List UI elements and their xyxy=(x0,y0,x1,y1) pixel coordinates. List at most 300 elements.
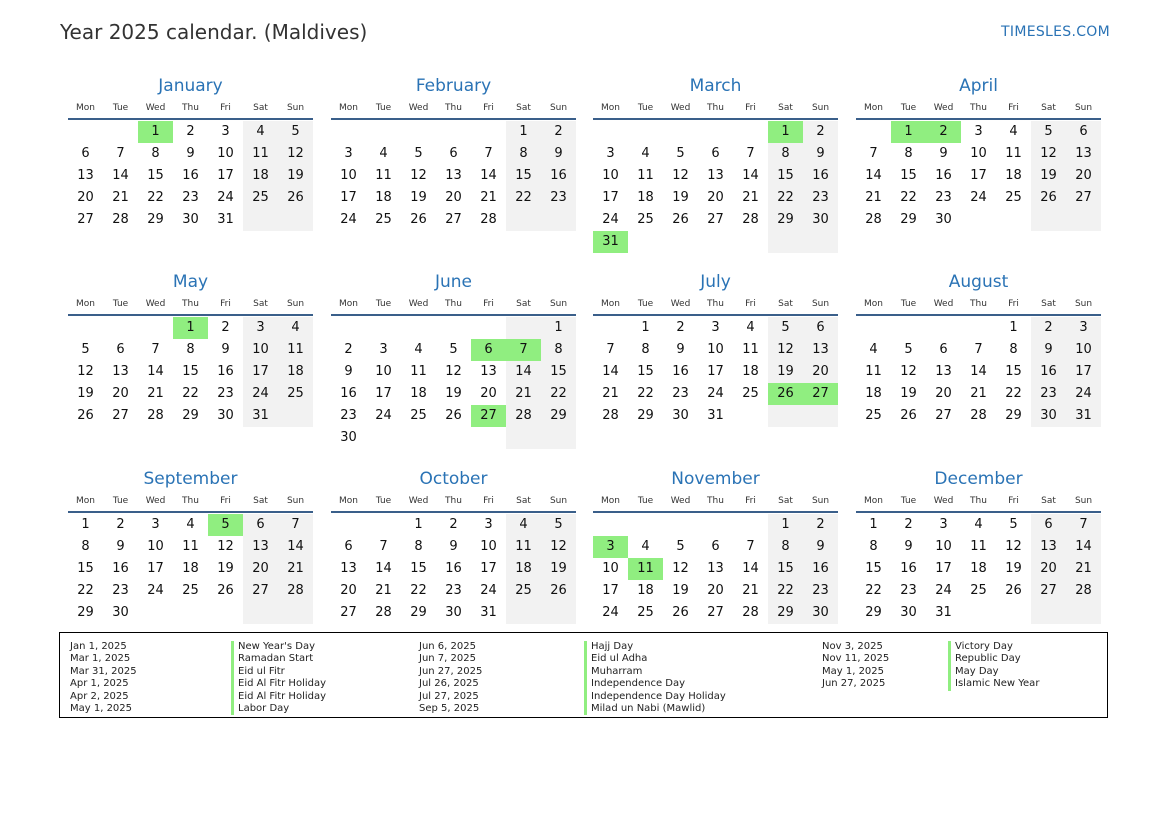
legend-date: May 1, 2025 xyxy=(70,703,133,715)
day-cell: 16 xyxy=(900,561,917,576)
day-cell: 1 xyxy=(414,517,423,532)
day-cell: 14 xyxy=(375,561,392,576)
day-cell: 21 xyxy=(602,386,619,401)
day-cell: 5 xyxy=(81,342,90,357)
weekday-label: Tue xyxy=(112,496,129,506)
day-cell: 4 xyxy=(379,146,388,161)
day-cell-holiday: 27 xyxy=(471,405,506,427)
day-cell: 29 xyxy=(865,605,882,620)
day-empty xyxy=(331,121,366,143)
day-cell: 13 xyxy=(480,364,497,379)
day-empty xyxy=(506,209,541,231)
day-cell: 28 xyxy=(1066,580,1101,602)
day-cell: 9 xyxy=(803,536,838,558)
day-cell: 2 xyxy=(186,124,195,139)
day-cell: 9 xyxy=(186,146,195,161)
day-cell: 14 xyxy=(112,168,129,183)
day-cell: 11 xyxy=(243,143,278,165)
day-empty xyxy=(803,231,838,253)
legend-holiday-name: New Year's Day xyxy=(231,641,326,653)
day-cell: 5 xyxy=(768,317,803,339)
day-cell: 17 xyxy=(602,583,619,598)
weekday-header xyxy=(856,294,1101,316)
day-cell: 31 xyxy=(935,605,952,620)
legend-date: Jun 27, 2025 xyxy=(822,678,886,690)
weekday-label: Wed xyxy=(670,103,691,113)
day-empty xyxy=(593,514,628,536)
day-cell: 29 xyxy=(182,408,199,423)
day-empty xyxy=(891,317,926,339)
weekday-label: Mon xyxy=(76,496,95,506)
day-cell: 18 xyxy=(637,190,654,205)
day-cell: 28 xyxy=(480,212,497,227)
day-cell: 17 xyxy=(147,561,164,576)
month-august xyxy=(856,270,1101,427)
day-cell: 1 xyxy=(869,517,878,532)
day-cell: 24 xyxy=(375,408,392,423)
day-cell: 18 xyxy=(278,361,313,383)
day-cell: 1 xyxy=(768,514,803,536)
day-cell: 25 xyxy=(637,212,654,227)
legend-date: Nov 3, 2025 xyxy=(822,641,883,652)
day-cell: 21 xyxy=(742,190,759,205)
day-cell: 28 xyxy=(278,580,313,602)
day-cell: 20 xyxy=(1031,558,1066,580)
day-cell: 26 xyxy=(217,583,234,598)
day-cell: 3 xyxy=(974,124,983,139)
day-cell: 15 xyxy=(1005,364,1022,379)
day-cell: 21 xyxy=(112,190,129,205)
day-cell: 4 xyxy=(414,342,423,357)
weekday-label: Tue xyxy=(375,299,392,309)
day-cell: 2 xyxy=(344,342,353,357)
weekday-label: Thu xyxy=(970,299,987,309)
day-cell: 24 xyxy=(602,212,619,227)
day-cell: 2 xyxy=(449,517,458,532)
day-cell: 17 xyxy=(1066,361,1101,383)
day-empty xyxy=(436,317,471,339)
day-cell: 24 xyxy=(217,190,234,205)
day-cell: 24 xyxy=(970,190,987,205)
day-cell: 5 xyxy=(449,342,458,357)
day-empty xyxy=(768,405,803,427)
day-cell: 24 xyxy=(340,212,357,227)
day-cell: 2 xyxy=(803,514,838,536)
day-cell: 26 xyxy=(900,408,917,423)
weekday-header xyxy=(331,491,576,513)
month-february xyxy=(331,74,576,231)
day-cell: 3 xyxy=(939,517,948,532)
day-cell: 3 xyxy=(221,124,230,139)
legend-holiday-name: Independence Day xyxy=(584,678,726,690)
day-cell: 18 xyxy=(865,386,882,401)
weekday-label: Sat xyxy=(778,496,793,506)
weekday-label: Tue xyxy=(637,103,654,113)
day-cell: 8 xyxy=(151,146,160,161)
weekday-label: Tue xyxy=(900,299,917,309)
day-cell: 8 xyxy=(904,146,913,161)
legend-date: Jun 7, 2025 xyxy=(419,653,476,665)
day-empty xyxy=(331,514,366,536)
day-empty xyxy=(366,514,401,536)
day-empty xyxy=(471,427,506,449)
day-cell: 21 xyxy=(865,190,882,205)
month-name: June xyxy=(434,272,473,292)
day-cell: 4 xyxy=(278,317,313,339)
day-cell: 22 xyxy=(900,190,917,205)
day-cell: 24 xyxy=(147,583,164,598)
legend-date: Nov 11, 2025 xyxy=(822,653,890,665)
weekday-label: Sun xyxy=(549,299,568,309)
day-cell: 22 xyxy=(1005,386,1022,401)
day-empty xyxy=(996,209,1031,231)
day-cell: 29 xyxy=(541,405,576,427)
day-empty xyxy=(628,514,663,536)
legend-holiday-name: Eid Al Fitr Holiday xyxy=(231,691,326,703)
weekday-header xyxy=(856,98,1101,120)
day-cell: 17 xyxy=(480,561,497,576)
day-cell: 30 xyxy=(1031,405,1066,427)
day-cell: 15 xyxy=(768,558,803,580)
weekday-label: Thu xyxy=(445,103,462,113)
day-cell: 2 xyxy=(116,517,125,532)
month-march xyxy=(593,74,838,253)
day-cell: 7 xyxy=(1066,514,1101,536)
day-empty xyxy=(68,317,103,339)
days-grid xyxy=(68,317,313,427)
weekday-label: Fri xyxy=(483,299,494,309)
days-grid xyxy=(68,121,313,231)
day-cell: 9 xyxy=(344,364,353,379)
weekday-label: Sun xyxy=(549,103,568,113)
day-cell: 20 xyxy=(707,190,724,205)
days-grid xyxy=(856,317,1101,427)
day-cell: 2 xyxy=(1031,317,1066,339)
days-grid xyxy=(593,514,838,624)
day-empty xyxy=(401,121,436,143)
month-july xyxy=(593,270,838,427)
legend-date: Jan 1, 2025 xyxy=(70,641,127,652)
weekday-label: Sat xyxy=(778,103,793,113)
month-name: April xyxy=(959,76,998,96)
day-cell: 5 xyxy=(676,539,685,554)
day-cell: 21 xyxy=(506,383,541,405)
day-cell: 25 xyxy=(1005,190,1022,205)
day-empty xyxy=(331,317,366,339)
day-cell: 14 xyxy=(506,361,541,383)
day-empty xyxy=(366,317,401,339)
day-cell: 15 xyxy=(768,165,803,187)
day-empty xyxy=(663,231,698,253)
day-cell: 16 xyxy=(445,561,462,576)
day-cell: 1 xyxy=(81,517,90,532)
legend-holiday-name: Eid ul Adha xyxy=(584,653,726,665)
weekday-label: Fri xyxy=(220,496,231,506)
day-empty xyxy=(996,602,1031,624)
days-grid xyxy=(856,121,1101,231)
day-cell: 9 xyxy=(116,539,125,554)
month-name: March xyxy=(689,76,742,96)
day-empty xyxy=(243,602,278,624)
day-empty xyxy=(733,231,768,253)
legend-date: Jul 26, 2025 xyxy=(419,678,479,690)
day-cell: 4 xyxy=(1009,124,1018,139)
day-cell: 13 xyxy=(935,364,952,379)
day-cell: 2 xyxy=(676,320,685,335)
weekday-label: Fri xyxy=(220,299,231,309)
weekday-label: Wed xyxy=(408,299,429,309)
day-cell: 20 xyxy=(803,361,838,383)
day-cell: 20 xyxy=(1066,165,1101,187)
day-empty xyxy=(628,121,663,143)
weekday-label: Wed xyxy=(408,496,429,506)
day-cell: 3 xyxy=(484,517,493,532)
day-cell: 27 xyxy=(707,605,724,620)
day-cell: 17 xyxy=(970,168,987,183)
day-empty xyxy=(1066,602,1101,624)
day-cell: 11 xyxy=(410,364,427,379)
weekday-label: Wed xyxy=(145,299,166,309)
weekday-label: Thu xyxy=(182,496,199,506)
day-empty xyxy=(208,602,243,624)
day-cell: 5 xyxy=(1031,121,1066,143)
weekday-label: Thu xyxy=(707,103,724,113)
day-cell: 3 xyxy=(1066,317,1101,339)
day-cell: 19 xyxy=(410,190,427,205)
weekday-header xyxy=(856,491,1101,513)
day-cell: 15 xyxy=(410,561,427,576)
day-cell: 21 xyxy=(742,583,759,598)
day-cell: 14 xyxy=(865,168,882,183)
day-cell: 6 xyxy=(803,317,838,339)
weekday-header xyxy=(331,294,576,316)
day-cell: 6 xyxy=(344,539,353,554)
weekday-header xyxy=(68,491,313,513)
day-cell: 2 xyxy=(541,121,576,143)
day-cell: 29 xyxy=(637,408,654,423)
day-cell: 24 xyxy=(243,383,278,405)
weekday-label: Tue xyxy=(112,299,129,309)
weekday-label: Wed xyxy=(933,299,954,309)
day-cell: 11 xyxy=(865,364,882,379)
day-cell: 14 xyxy=(602,364,619,379)
day-cell: 23 xyxy=(1031,383,1066,405)
day-cell: 22 xyxy=(182,386,199,401)
day-empty xyxy=(103,317,138,339)
day-cell: 26 xyxy=(77,408,94,423)
day-cell: 18 xyxy=(182,561,199,576)
day-cell: 25 xyxy=(970,583,987,598)
days-grid xyxy=(593,121,838,253)
day-cell: 15 xyxy=(637,364,654,379)
day-cell: 2 xyxy=(221,320,230,335)
day-empty xyxy=(278,209,313,231)
day-cell: 19 xyxy=(217,561,234,576)
day-cell: 25 xyxy=(278,383,313,405)
day-cell: 7 xyxy=(974,342,983,357)
weekday-header xyxy=(68,294,313,316)
weekday-label: Tue xyxy=(112,103,129,113)
day-cell: 18 xyxy=(742,364,759,379)
day-cell-holiday: 1 xyxy=(173,317,208,339)
day-cell: 1 xyxy=(506,121,541,143)
legend-holiday-name: Eid ul Fitr xyxy=(231,666,326,678)
weekday-label: Sun xyxy=(1074,103,1093,113)
day-cell: 11 xyxy=(742,342,759,357)
day-cell: 19 xyxy=(541,558,576,580)
day-cell: 7 xyxy=(379,539,388,554)
day-cell: 10 xyxy=(375,364,392,379)
day-cell: 3 xyxy=(379,342,388,357)
day-cell: 28 xyxy=(742,212,759,227)
day-cell: 3 xyxy=(151,517,160,532)
day-cell-holiday: 7 xyxy=(506,339,541,361)
day-cell: 12 xyxy=(278,143,313,165)
weekday-header xyxy=(68,98,313,120)
day-cell: 13 xyxy=(1066,143,1101,165)
day-cell: 15 xyxy=(865,561,882,576)
legend-holiday-name: Hajj Day xyxy=(584,641,726,653)
site-link[interactable]: TIMESLES.COM xyxy=(1001,24,1110,40)
legend-holiday-name: Ramadan Start xyxy=(231,653,326,665)
day-cell: 20 xyxy=(77,190,94,205)
day-cell: 24 xyxy=(935,583,952,598)
day-cell: 20 xyxy=(480,386,497,401)
day-empty xyxy=(1031,209,1066,231)
day-cell: 4 xyxy=(974,517,983,532)
day-cell: 12 xyxy=(77,364,94,379)
day-cell: 5 xyxy=(676,146,685,161)
day-cell: 5 xyxy=(1009,517,1018,532)
day-cell: 10 xyxy=(480,539,497,554)
day-empty xyxy=(698,514,733,536)
day-cell: 13 xyxy=(112,364,129,379)
weekday-label: Tue xyxy=(900,496,917,506)
day-empty xyxy=(961,602,996,624)
day-cell: 13 xyxy=(77,168,94,183)
weekday-label: Thu xyxy=(445,299,462,309)
day-cell: 25 xyxy=(637,605,654,620)
day-cell: 12 xyxy=(768,339,803,361)
day-cell: 30 xyxy=(445,605,462,620)
day-cell: 11 xyxy=(1005,146,1022,161)
day-cell: 27 xyxy=(243,580,278,602)
weekday-label: Sat xyxy=(253,496,268,506)
day-cell: 28 xyxy=(112,212,129,227)
legend-holiday-name: Eid Al Fitr Holiday xyxy=(231,678,326,690)
day-cell: 21 xyxy=(147,386,164,401)
day-cell-holiday: 11 xyxy=(628,558,663,580)
day-cell: 9 xyxy=(803,143,838,165)
day-empty xyxy=(733,514,768,536)
legend-dates-1 xyxy=(70,641,137,715)
day-empty xyxy=(401,427,436,449)
day-cell: 7 xyxy=(116,146,125,161)
day-cell: 19 xyxy=(672,583,689,598)
day-cell: 15 xyxy=(506,165,541,187)
legend-holiday-name: Republic Day xyxy=(948,653,1039,665)
day-cell: 2 xyxy=(904,517,913,532)
weekday-header xyxy=(593,294,838,316)
weekday-label: Thu xyxy=(970,496,987,506)
day-cell: 29 xyxy=(1005,408,1022,423)
weekday-label: Fri xyxy=(483,496,494,506)
day-cell: 6 xyxy=(449,146,458,161)
day-cell: 30 xyxy=(935,212,952,227)
day-cell: 13 xyxy=(1031,536,1066,558)
weekday-label: Wed xyxy=(933,103,954,113)
day-cell: 24 xyxy=(602,605,619,620)
weekday-label: Wed xyxy=(670,299,691,309)
day-cell: 29 xyxy=(147,212,164,227)
weekday-label: Fri xyxy=(1008,299,1019,309)
day-cell: 23 xyxy=(900,583,917,598)
day-cell: 14 xyxy=(970,364,987,379)
day-cell: 9 xyxy=(676,342,685,357)
day-cell: 19 xyxy=(1005,561,1022,576)
day-empty xyxy=(366,121,401,143)
day-cell: 6 xyxy=(243,514,278,536)
day-cell: 11 xyxy=(506,536,541,558)
month-january xyxy=(68,74,313,231)
month-name: July xyxy=(700,272,731,292)
day-cell: 17 xyxy=(707,364,724,379)
day-cell: 26 xyxy=(410,212,427,227)
day-cell: 29 xyxy=(77,605,94,620)
day-cell: 30 xyxy=(803,602,838,624)
day-empty xyxy=(506,317,541,339)
weekday-label: Sat xyxy=(516,299,531,309)
weekday-label: Fri xyxy=(220,103,231,113)
day-cell: 16 xyxy=(935,168,952,183)
day-cell: 8 xyxy=(506,143,541,165)
day-cell: 12 xyxy=(672,168,689,183)
day-cell: 22 xyxy=(147,190,164,205)
days-grid xyxy=(331,514,576,624)
day-empty xyxy=(401,317,436,339)
day-cell: 11 xyxy=(970,539,987,554)
day-cell: 9 xyxy=(1031,339,1066,361)
day-cell: 30 xyxy=(182,212,199,227)
day-cell: 17 xyxy=(602,190,619,205)
day-cell: 12 xyxy=(217,539,234,554)
day-cell: 10 xyxy=(340,168,357,183)
day-cell: 30 xyxy=(900,605,917,620)
weekday-label: Thu xyxy=(707,496,724,506)
days-grid xyxy=(856,514,1101,624)
holiday-legend xyxy=(59,632,1108,718)
day-cell: 26 xyxy=(1005,583,1022,598)
legend-date: Apr 1, 2025 xyxy=(70,678,129,690)
legend-holiday-name: May Day xyxy=(948,666,1039,678)
day-cell: 14 xyxy=(278,536,313,558)
days-grid xyxy=(593,317,838,427)
day-cell-holiday: 1 xyxy=(891,121,926,143)
day-cell: 9 xyxy=(449,539,458,554)
day-cell: 22 xyxy=(768,187,803,209)
day-empty xyxy=(436,121,471,143)
day-empty xyxy=(961,209,996,231)
day-cell: 11 xyxy=(375,168,392,183)
month-september xyxy=(68,467,313,624)
day-cell: 8 xyxy=(81,539,90,554)
month-november xyxy=(593,467,838,624)
day-cell: 7 xyxy=(484,146,493,161)
weekday-label: Sun xyxy=(286,299,305,309)
day-cell: 4 xyxy=(186,517,195,532)
day-cell: 4 xyxy=(243,121,278,143)
day-cell: 5 xyxy=(278,121,313,143)
